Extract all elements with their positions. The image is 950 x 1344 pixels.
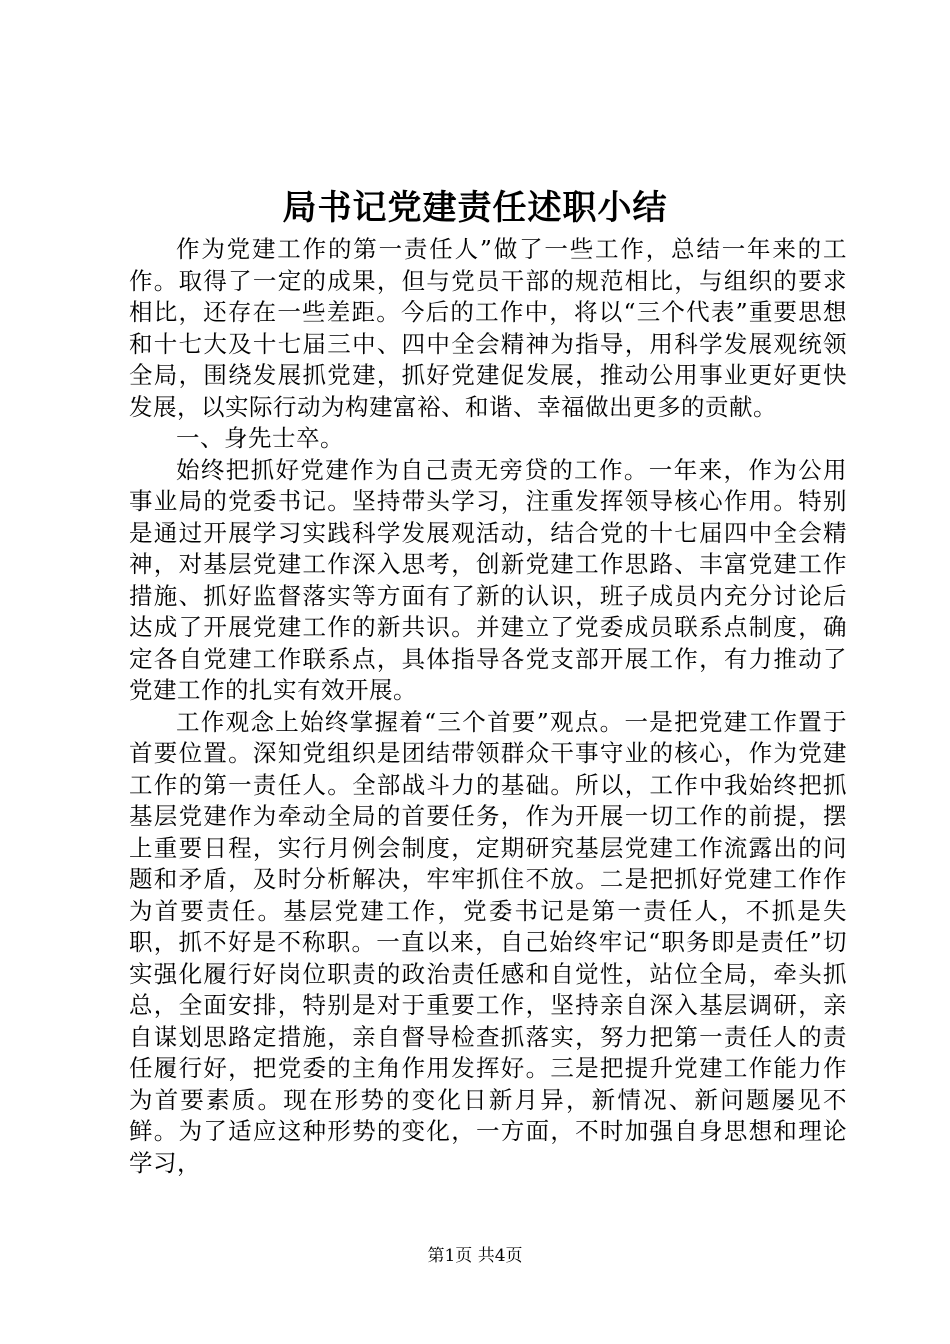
document-title: 局书记党建责任述职小结 [282,188,668,228]
paragraph-intro: 作为党建工作的第一责任人”做了一些工作，总结一年来的工作。取得了一定的成果，但与党员干部的规范相比，与组织的要求相比，还存在一些差距。今后的工作中，将以“三个代表”重要思想和十七大及十七届三中、四中全会精神为指导，用科学发展观统领全局，围绕发展抓党建，抓好党建促发展，推动公用事业更好更快发展，以实际行动为构建富裕、和谐、幸福做出更多的贡献。 [129,235,847,421]
document-body [129,234,847,1179]
paragraph-section-1: 始终把抓好党建作为自己责无旁贷的工作。一年来，作为公用事业局的党委书记。坚持带头学习，注重发挥领导核心作用。特别是通过开展学习实践科学发展观活动，结合党的十七届四中全会精神，对基层党建工作深入思考，创新党建工作思路、丰富党建工作措施、抓好监督落实等方面有了新的认识，班子成员内充分讨论后达成了开展党建工作的新共识。并建立了党委成员联系点制度，确定各自党建工作联系点，具体指导各党支部开展工作，有力推动了党建工作的扎实有效开展。 [129,455,847,704]
paragraph-three-priorities: 工作观念上始终掌握着“三个首要”观点。一是把党建工作置于首要位置。深知党组织是团结带领群众干事守业的核心，作为党建工作的第一责任人。全部战斗力的基础。所以，工作中我始终把抓基层党建作为牵动全局的首要任务，作为开展一切工作的前提，摆上重要日程，实行月例会制度，定期研究基层党建工作流露出的问题和矛盾，及时分析解决，牢牢抓住不放。二是把抓好党建工作作为首要责任。基层党建工作，党委书记是第一责任人，不抓是失职，抓不好是不称职。一直以来，自己始终牢记“职务即是责任”切实强化履行好岗位职责的政治责任感和自觉性，站位全局，牵头抓总，全面安排，特别是对于重要工作，坚持亲自深入基层调研，亲自谋划思路定措施，亲自督导检查抓落实，努力把第一责任人的责任履行好，把党委的主角作用发挥好。三是把提升党建工作能力作为首要素质。现在形势的变化日新月异，新情况、新问题屡见不鲜。为了适应这种形势的变化，一方面，不时加强自身思想和理论学习， [129,707,847,1177]
page-number-footer: 第1页 共4页 [427,1246,523,1266]
section-heading-1: 一、身先士卒。 [176,424,344,452]
